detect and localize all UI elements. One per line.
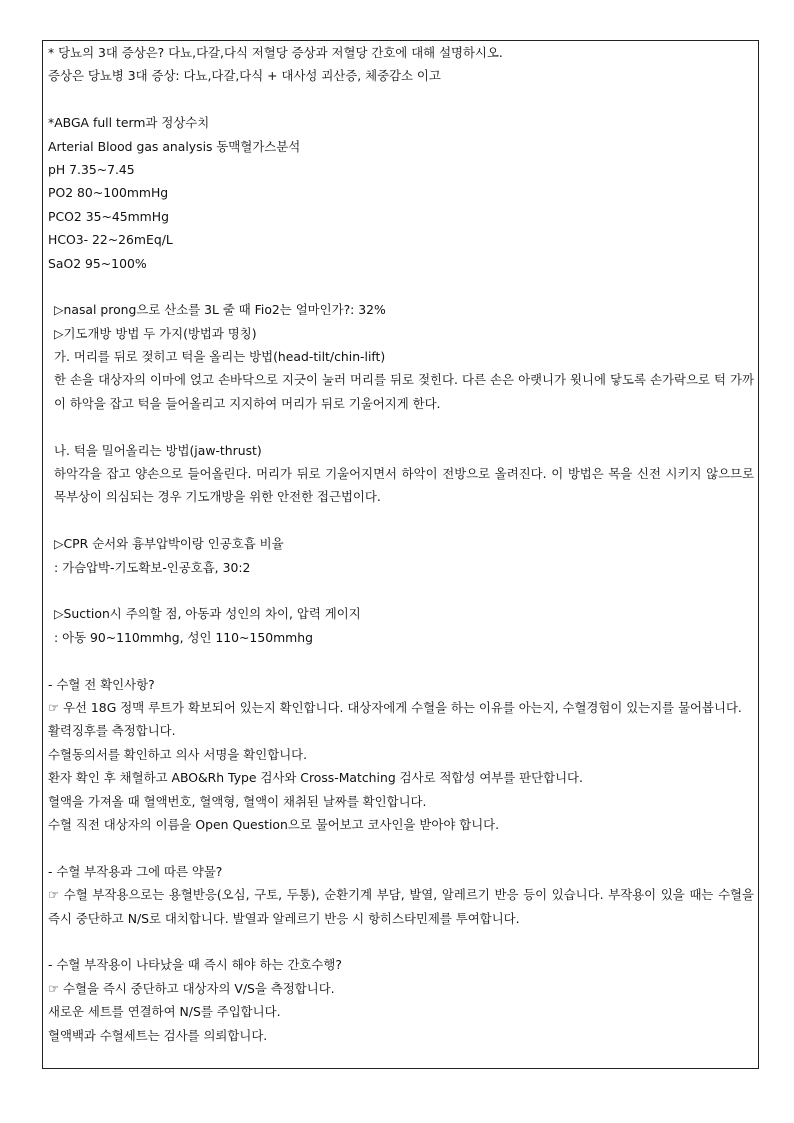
pre-transfusion-crossmatch: 환자 확인 후 채혈하고 ABO&Rh Type 검사와 Cross-Matching 검사로 적합성 여부를 판단합니다.: [48, 770, 583, 786]
answer-pre-transfusion: ☞ 우선 18G 정맥 루트가 확보되어 있는지 확인합니다. 대상자에게 수혈을 하는 이유를 아는지, 수혈경험이 있는지를 물어봅니다.: [48, 700, 742, 715]
spacer: [48, 509, 754, 532]
airway-method-a-desc: 한 손을 대상자의 이마에 얹고 손바닥으로 지긋이 눌러 머리를 뒤로 젖힌다. 다른 손은 아랫니가 윗니에 닿도록 손가락으로 턱 가까이 하악을 잡고 턱을 들어올리고 지지하여 머리가 뒤로 기울어지게 한다.: [54, 372, 754, 411]
spacer: [48, 836, 754, 859]
question-nasal-prong: ▷nasal prong으로 산소를 3L 줄 때 Fio2는 얼마인가?: 32%: [54, 302, 386, 318]
spacer: [48, 649, 754, 672]
answer-cpr: : 가슴압박-기도확보-인공호흡, 30:2: [54, 559, 251, 575]
immediate-care-lab-request: 혈액백과 수혈세트는 검사를 의뢰합니다.: [48, 1027, 268, 1043]
answer-suction: : 아동 90~110mmhg, 성인 110~150mmhg: [54, 629, 313, 645]
spacer: [48, 415, 754, 438]
spacer: [48, 930, 754, 953]
airway-method-b-title: 나. 턱을 밀어올리는 방법(jaw-thrust): [54, 442, 262, 458]
spacer: [48, 88, 754, 111]
abga-po2: PO2 80~100mmHg: [48, 185, 169, 201]
heading-abga: *ABGA full term과 정상수치: [48, 115, 210, 131]
abga-hco3: HCO3- 22~26mEq/L: [48, 232, 173, 248]
abga-sao2: SaO2 95~100%: [48, 255, 147, 271]
answer-diabetes: 증상은 당뇨병 3대 증상: 다뇨,다갈,다식 + 대사성 괴산증, 체중감소 이고: [48, 68, 441, 84]
abga-pco2: PCO2 35~45mmHg: [48, 208, 169, 224]
pre-transfusion-blood-check: 혈액을 가져올 때 혈액번호, 혈액형, 혈액이 채취된 날짜를 확인합니다.: [48, 793, 427, 809]
question-cpr: ▷CPR 순서와 흉부압박이랑 인공호흡 비율: [54, 536, 284, 552]
spacer: [48, 579, 754, 602]
pre-transfusion-vitals: 활력징후를 측정합니다.: [48, 723, 176, 739]
abga-full-term: Arterial Blood gas analysis 동맥혈가스분석: [48, 138, 301, 154]
question-pre-transfusion: - 수혈 전 확인사항?: [48, 676, 155, 692]
airway-method-b-desc: 하악각을 잡고 양손으로 들어올린다. 머리가 뒤로 기울어지면서 하악이 전방으로 올려진다. 이 방법은 목을 신전 시키지 않으므로 목부상이 의심되는 경우 기도개방을 위한 안전한 접근법이다.: [54, 466, 754, 505]
abga-ph: pH 7.35~7.45: [48, 161, 135, 177]
spacer: [48, 275, 754, 298]
question-immediate-care: - 수혈 부작용이 나타났을 때 즉시 해야 하는 간호수행?: [48, 957, 342, 973]
question-side-effects: - 수혈 부작용과 그에 따른 약물?: [48, 863, 223, 879]
pre-transfusion-consent: 수혈동의서를 확인하고 의사 서명을 확인합니다.: [48, 746, 308, 762]
answer-side-effects: ☞ 수혈 부작용으로는 용혈반응(오심, 구토, 두통), 순환기계 부담, 발열, 알레르기 반응 등이 있습니다. 부작용이 있을 때는 수혈을 즉시 중단하고 N/S로 대치합니다. 발열과 알레르기 반응 시 항히스타민제를 투여합니다.: [48, 887, 754, 926]
document-body: [48, 41, 754, 1047]
airway-method-a-title: 가. 머리를 뒤로 젖히고 턱을 올리는 방법(head-tilt/chin-lift): [54, 349, 386, 365]
question-airway: ▷기도개방 방법 두 가지(방법과 명칭): [54, 325, 257, 341]
pre-transfusion-patient-id: 수혈 직전 대상자의 이름을 Open Question으로 물어보고 코사인을 받아야 합니다.: [48, 816, 500, 832]
question-suction: ▷Suction시 주의할 점, 아동과 성인의 차이, 압력 게이지: [54, 606, 361, 622]
immediate-care-stop: ☞ 수혈을 즉시 중단하고 대상자의 V/S을 측정합니다.: [48, 980, 335, 996]
question-diabetes: * 당뇨의 3대 증상은? 다뇨,다갈,다식 저혈당 증상과 저혈당 간호에 대해 설명하시오.: [48, 45, 503, 60]
immediate-care-new-set: 새로운 세트를 연결하여 N/S를 주입합니다.: [48, 1004, 281, 1020]
